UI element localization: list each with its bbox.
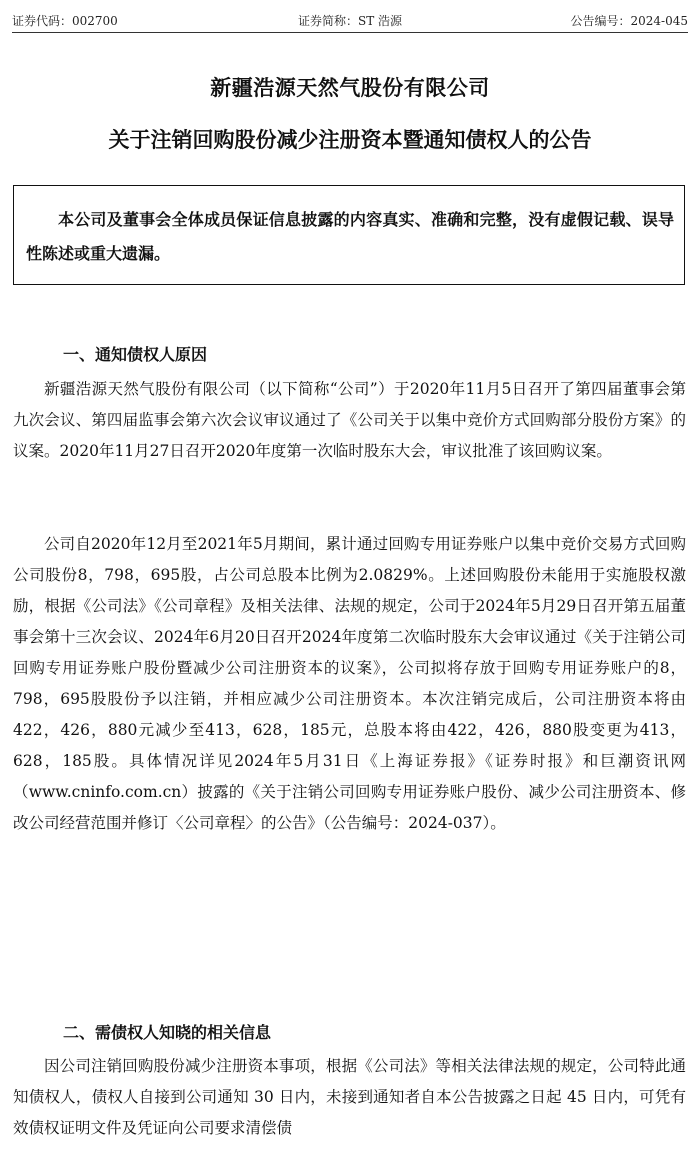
section-1-paragraph-2: 公司自2020年12月至2021年5月期间，累计通过回购专用证券账户以集中竞价交易方式回购公司股份8，798，695股，占公司总股本比例为2.0829%。上述回购股份未能用于实施股权激励，根据《公司法》《公司章程》及相关法律、法规的规定，公司于2024年5月29日召开第五届董事会第十三次会议、2024年6月20日召开2024年度第二次临时股东大会审议通过《关于注销公司回购专用证券账户股份暨减少公司注册资本的议案》，公司拟将存放于回购专用证券账户的8，798，695股股份予以注销，并相应减少公司注册资本。本次注销完成后，公司注册资本将由422，426，880元减少至413，628，185元，总股本将由422，426，880股变更为413，628，185股。具体情况详见2024年5月31日《上海证券报》《证券时报》和巨潮资讯网（www.cninfo.com.cn）披露的《关于注销公司回购专用证券账户股份、减少公司注册资本、修改公司经营范围并修订〈公司章程〉的公告》（公告编号：2024-037）。: [13, 535, 686, 832]
stock-name: 证券简称：ST 浩源: [297, 14, 403, 28]
announcement-number: 公告编号：2024-045: [570, 14, 688, 28]
section-heading-2: 二、需债权人知晓的相关信息: [63, 1023, 272, 1042]
section-2-paragraph-1: 因公司注销回购股份减少注册资本事项，根据《公司法》等相关法律法规的规定，公司特此通知债权人，债权人自接到公司通知 30 日内，未接到通知者自本公告披露之日起 45 日内，可凭有效债权证明文件及凭证向公司要求清偿债: [13, 1057, 686, 1137]
document-header: [12, 12, 688, 33]
company-title: 新疆浩源天然气股份有限公司: [210, 75, 490, 100]
section-1-paragraph-1: 新疆浩源天然气股份有限公司（以下简称“公司”）于2020年11月5日召开了第四届董事会第九次会议、第四届监事会第六次会议审议通过了《公司关于以集中竞价方式回购部分股份方案》的议案。2020年11月27日召开2020年度第一次临时股东大会，审议批准了该回购议案。: [13, 380, 686, 460]
announcement-title: 关于注销回购股份减少注册资本暨通知债权人的公告: [108, 127, 592, 152]
board-statement-box: 本公司及董事会全体成员保证信息披露的内容真实、准确和完整，没有虚假记载、误导性陈述或重大遗漏。: [13, 185, 685, 285]
stock-code: 证券代码：002700: [12, 14, 118, 28]
section-heading-1: 一、通知债权人原因: [63, 345, 208, 364]
